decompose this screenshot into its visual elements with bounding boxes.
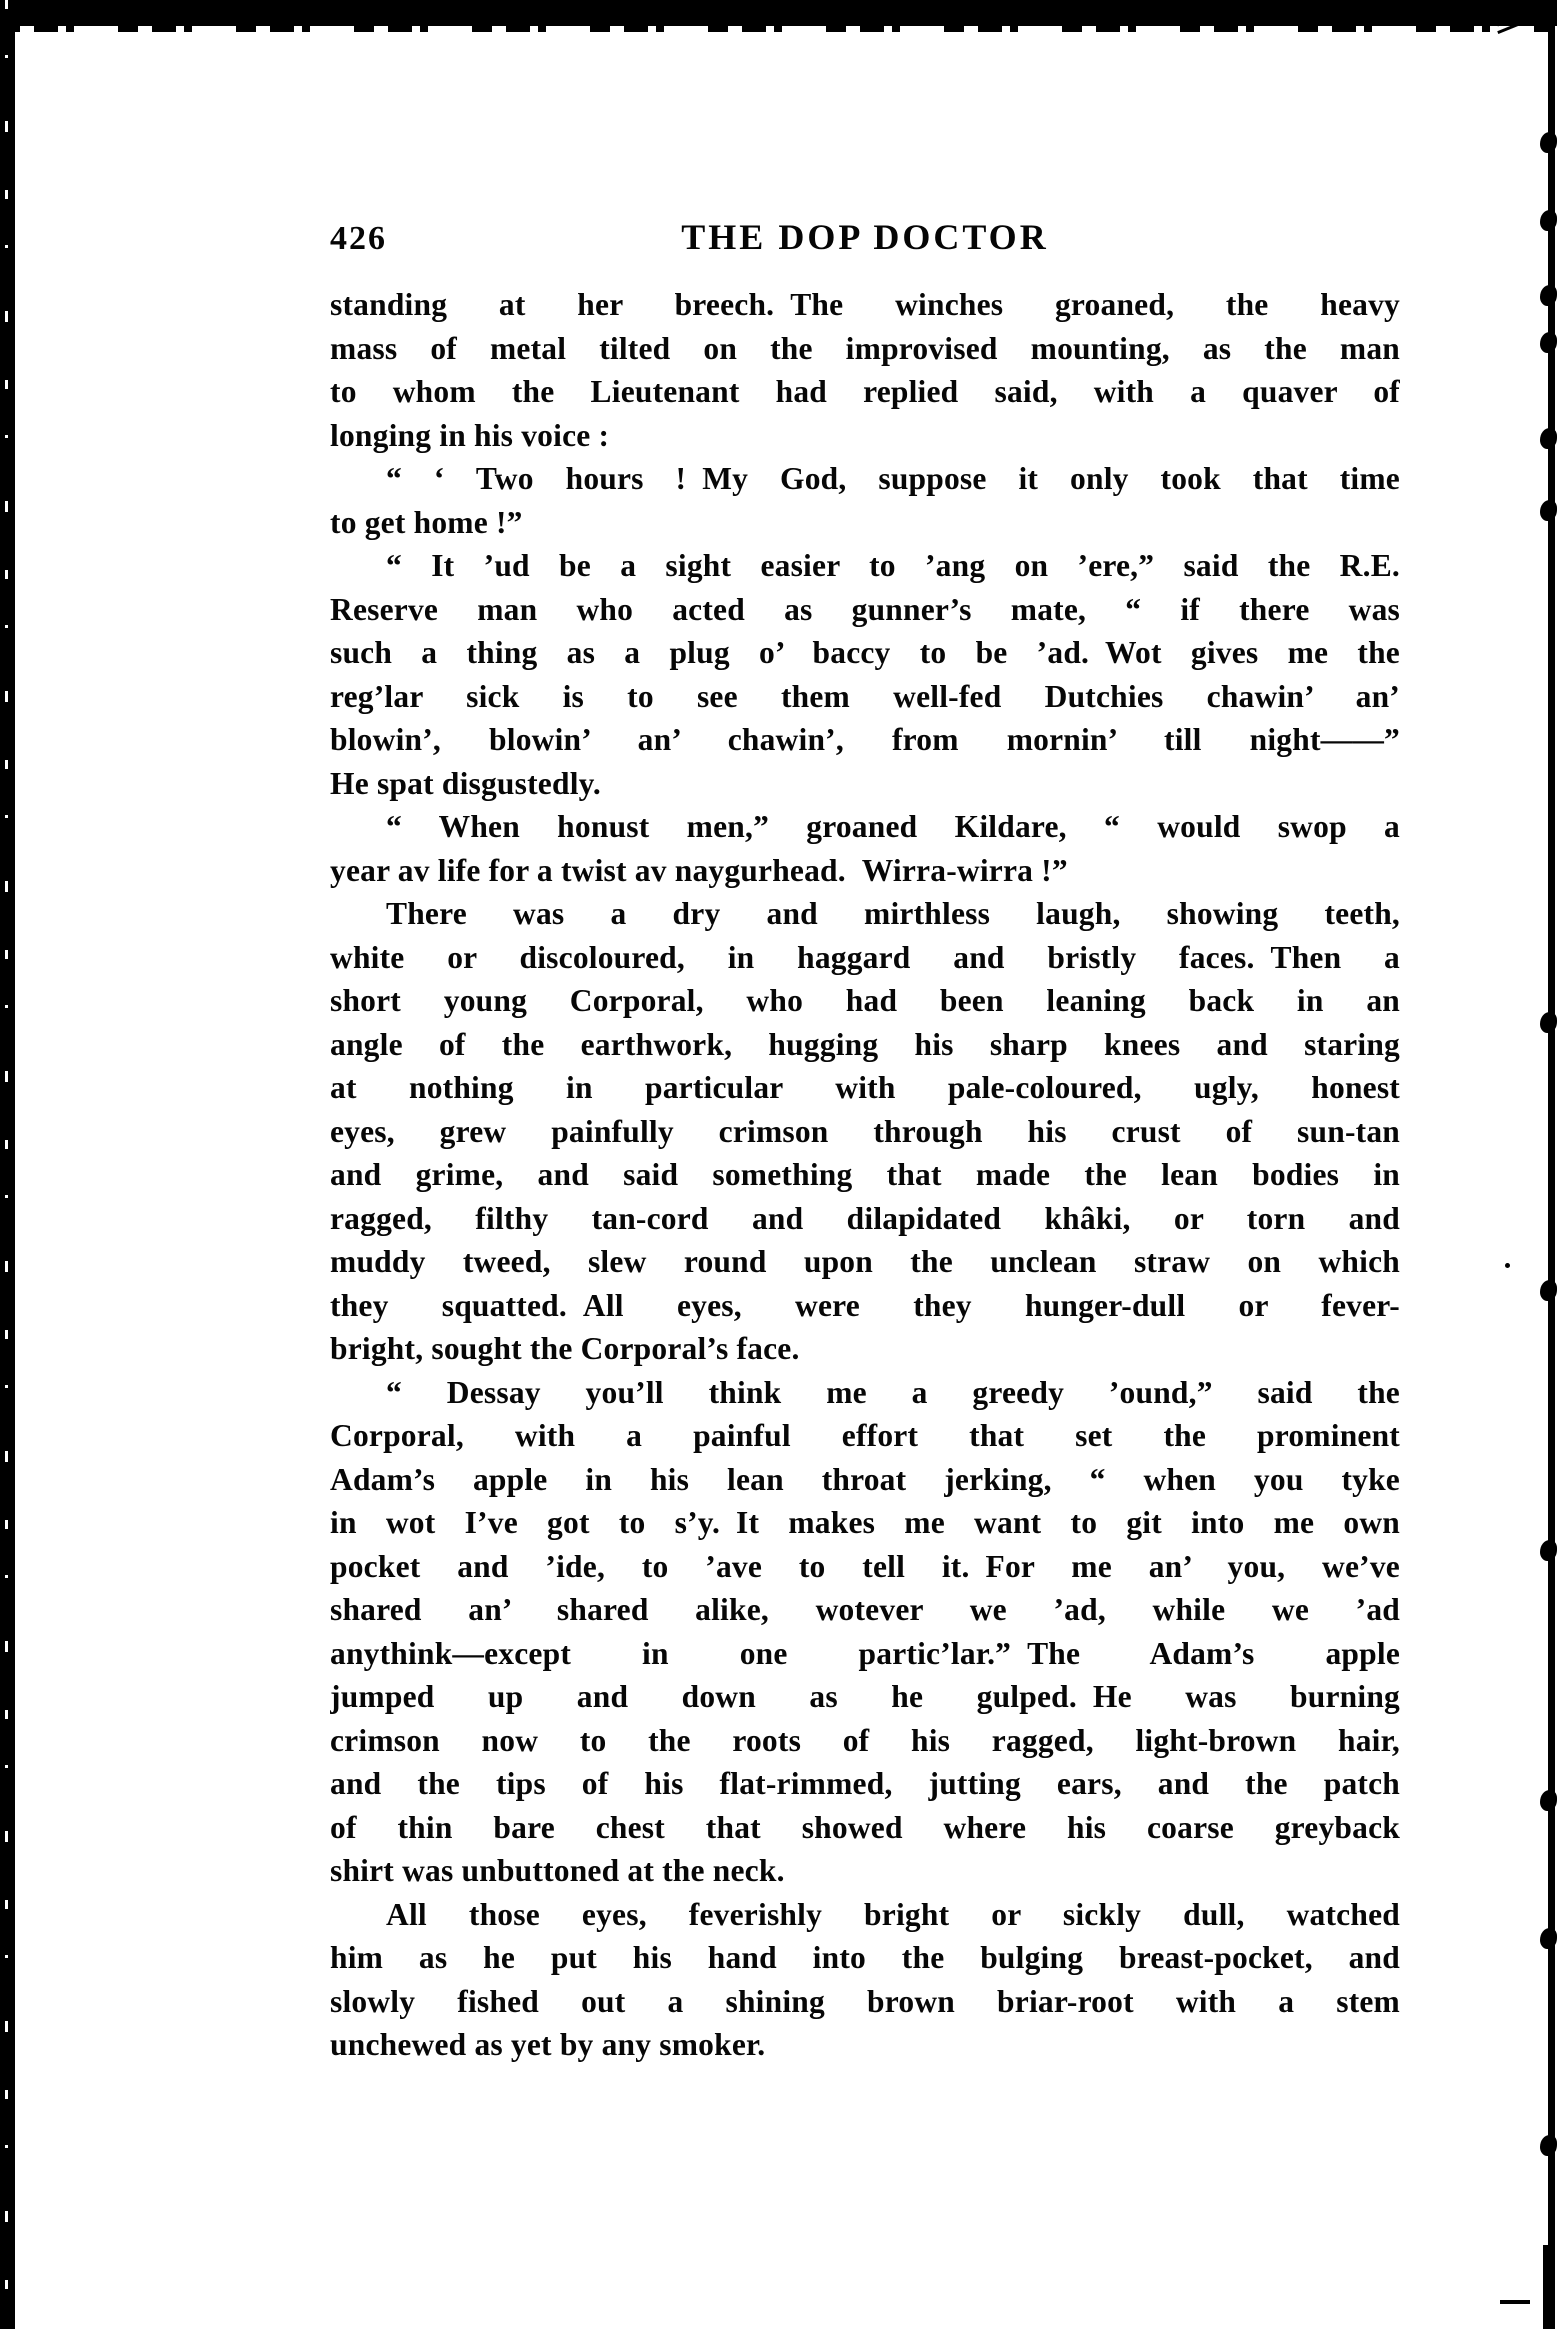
scan-dot-mark xyxy=(1505,1263,1510,1268)
text-line: muddy tweed, slew round upon the unclean straw on which xyxy=(330,1244,1400,1279)
page-number: 426 xyxy=(330,220,387,257)
paragraph xyxy=(330,892,1400,1371)
text-line: in wot I’ve got to s’y. It makes me want to git into me own xyxy=(330,1505,1400,1540)
text-line: crimson now to the roots of his ragged, light-brown hair, xyxy=(330,1722,1400,1758)
text-line: year av life for a twist av naygurhead. Wirra-wirra !” xyxy=(330,852,1068,888)
text-line: white or discoloured, in haggard and bristly faces. Then a xyxy=(330,939,1400,975)
text-line: anythink—except in one partic’lar.” The Adam’s apple xyxy=(330,1635,1400,1671)
text-line: All those eyes, feverishly bright or sickly dull, watched xyxy=(386,1896,1400,1932)
text-line: ragged, filthy tan-cord and dilapidated khâki, or torn and xyxy=(330,1200,1400,1236)
text-line: “ It ’ud be a sight easier to ’ang on ’ere,” said the R.E. xyxy=(386,548,1400,583)
text-line: to whom the Lieutenant had replied said, with a quaver of xyxy=(330,374,1400,409)
text-line: standing at her breech. The winches groaned, the heavy xyxy=(330,287,1400,322)
text-line: “ ‘ Two hours ! My God, suppose it only took that time xyxy=(386,461,1400,496)
text-line: Corporal, with a painful effort that set the prominent xyxy=(330,1418,1400,1453)
text-line: bright, sought the Corporal’s face. xyxy=(330,1331,800,1366)
text-line: blowin’, blowin’ an’ chawin’, from mornin’ till night——” xyxy=(330,722,1400,757)
text-line: “ Dessay you’ll think me a greedy ’ound,” said the xyxy=(386,1374,1400,1410)
paragraph xyxy=(330,1371,1400,1893)
text-block xyxy=(330,283,1400,2067)
text-line: they squatted. All eyes, were they hunger-dull or fever- xyxy=(330,1287,1400,1323)
scan-edge-top xyxy=(0,0,1557,26)
paragraph xyxy=(330,283,1400,457)
page-header xyxy=(330,216,1400,262)
scan-edge-right-foot xyxy=(1543,2245,1555,2329)
paragraph xyxy=(330,805,1400,892)
paragraph xyxy=(330,457,1400,544)
text-line: mass of metal tilted on the improvised mounting, as the man xyxy=(330,330,1400,366)
text-line: and the tips of his flat-rimmed, jutting ears, and the patch xyxy=(330,1766,1400,1801)
text-line: of thin bare chest that showed where his coarse greyback xyxy=(330,1809,1400,1845)
scan-dash-mark xyxy=(1500,2300,1530,2304)
paragraph xyxy=(330,544,1400,805)
text-line: and grime, and said something that made the lean bodies in xyxy=(330,1157,1400,1192)
text-line: such a thing as a plug o’ baccy to be ’ad. Wot gives me the xyxy=(330,635,1400,670)
text-line: Reserve man who acted as gunner’s mate, “ if there was xyxy=(330,591,1400,627)
scan-edge-left xyxy=(0,0,15,2329)
text-line: longing in his voice : xyxy=(330,417,610,453)
text-line: reg’lar sick is to see them well-fed Dutchies chawin’ an’ xyxy=(330,678,1400,714)
text-line: jumped up and down as he gulped. He was burning xyxy=(330,1679,1400,1714)
text-line: at nothing in particular with pale-coloured, ugly, honest xyxy=(330,1070,1400,1105)
text-line: He spat disgustedly. xyxy=(330,765,601,801)
text-line: eyes, grew painfully crimson through his crust of sun-tan xyxy=(330,1113,1400,1149)
text-line: shared an’ shared alike, wotever we ’ad, while we ’ad xyxy=(330,1592,1400,1627)
text-line: “ When honust men,” groaned Kildare, “ would swop a xyxy=(386,809,1400,844)
text-line: him as he put his hand into the bulging breast-pocket, and xyxy=(330,1940,1400,1975)
text-line: pocket and ’ide, to ’ave to tell it. For me an’ you, we’ve xyxy=(330,1548,1400,1584)
paragraph xyxy=(330,1893,1400,2067)
text-line: There was a dry and mirthless laugh, showing teeth, xyxy=(386,896,1400,931)
text-line: Adam’s apple in his lean throat jerking, “ when you tyke xyxy=(330,1461,1400,1497)
text-line: angle of the earthwork, hugging his sharp knees and staring xyxy=(330,1026,1400,1062)
running-title: THE DOP DOCTOR xyxy=(681,217,1049,257)
text-line: short young Corporal, who had been leaning back in an xyxy=(330,983,1400,1018)
text-line: shirt was unbuttoned at the neck. xyxy=(330,1853,785,1888)
text-line: slowly fished out a shining brown briar-root with a stem xyxy=(330,1983,1400,2019)
text-line: unchewed as yet by any smoker. xyxy=(330,2027,766,2062)
text-line: to get home !” xyxy=(330,504,523,540)
